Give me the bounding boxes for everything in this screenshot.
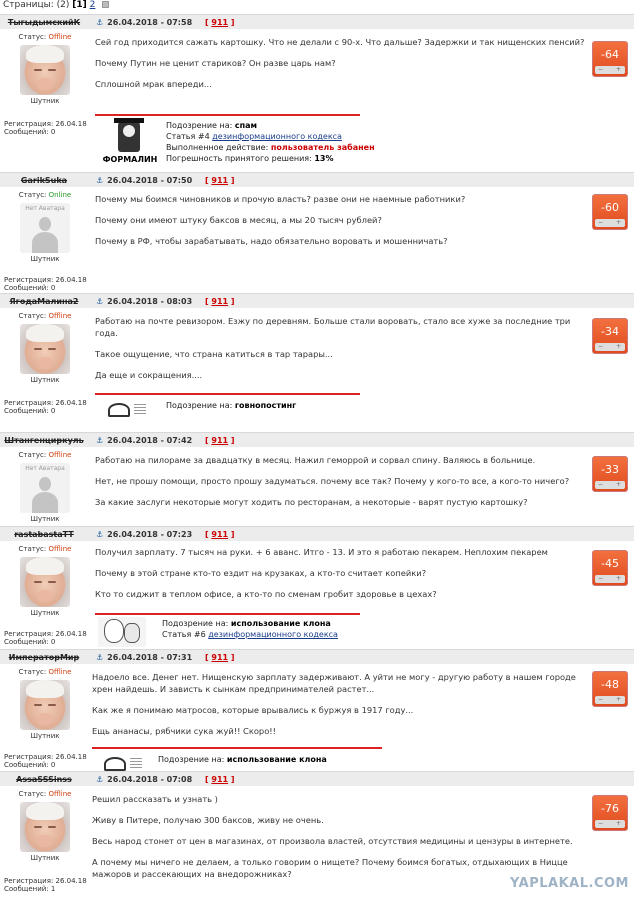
- user-role: Шутник: [30, 376, 60, 384]
- post-header: [0, 172, 634, 187]
- red-divider: [95, 613, 360, 615]
- user-panel: [0, 664, 90, 741]
- post-meta: [96, 433, 235, 448]
- pagination-count: (2): [56, 0, 70, 10]
- user-registration: Регистрация: 26.04.18 Сообщений: 0: [4, 276, 87, 292]
- user-status: Статус: Offline: [18, 668, 72, 676]
- code-link[interactable]: дезинформационного кодекса: [212, 132, 342, 141]
- user-role: Шутник: [30, 255, 60, 263]
- avatar[interactable]: Нет Аватара: [20, 203, 70, 253]
- post-body: [92, 671, 582, 737]
- post: [0, 649, 640, 767]
- post-meta: [96, 650, 235, 665]
- user-panel: [0, 29, 90, 106]
- post-paragraph: Живу в Питере, получаю 300 баксов, живу не очень.: [92, 815, 324, 825]
- karma-box[interactable]: -48 + −: [592, 671, 628, 707]
- user-role: Шутник: [30, 97, 60, 105]
- post-number[interactable]: [ 911 ]: [204, 176, 235, 185]
- formalin-picture: ФОРМАЛИН: [100, 118, 160, 166]
- post-header: [0, 14, 634, 29]
- avatar[interactable]: [20, 557, 70, 607]
- author-name[interactable]: ИмператорМир: [8, 653, 80, 662]
- pagination-label: Страницы:: [3, 0, 54, 10]
- verdict-picture: [100, 399, 148, 419]
- pagination: [3, 0, 109, 10]
- moderation-verdict: Подозрение на: спам Статья #4 дезинформационного кодекса Выполненное действие: пользователь забанен Погрешность принятого решения: 13%: [166, 121, 375, 163]
- user-role: Шутник: [30, 515, 60, 523]
- avatar[interactable]: [20, 324, 70, 374]
- post-meta: [96, 772, 235, 787]
- post-date: 26.04.2018 - 07:58: [107, 18, 193, 27]
- post-paragraph: А почему мы ничего не делаем, а только говорим о нищете? Почему боимся богатых, отдыхающих в Ницце мажоров и рассекающих на внедорожниках?: [92, 857, 568, 879]
- red-divider: [95, 114, 360, 116]
- anchor-icon[interactable]: ⚓: [96, 436, 104, 445]
- avatar[interactable]: [20, 680, 70, 730]
- author-name[interactable]: ТыгыдымскийК: [7, 18, 81, 27]
- post-paragraph: Работаю на почте ревизором. Езжу по деревням. Больше стали воровать, стало все хуже за последние три года.: [95, 316, 571, 338]
- post-body: [95, 315, 585, 381]
- post: [0, 771, 640, 915]
- user-role: Шутник: [30, 609, 60, 617]
- post-meta: [96, 15, 235, 30]
- pagination-current: [1]: [72, 0, 87, 10]
- post-paragraph: Ещь ананасы, рябчики сука жуй!! Скоро!!: [92, 726, 276, 736]
- anchor-icon[interactable]: ⚓: [96, 775, 104, 784]
- karma-box[interactable]: -33 + −: [592, 456, 628, 492]
- user-panel: [0, 447, 90, 524]
- post-meta: [96, 173, 235, 188]
- anchor-icon[interactable]: ⚓: [96, 530, 104, 539]
- post-date: 26.04.2018 - 07:31: [107, 653, 193, 662]
- post-paragraph: Решил рассказать и узнать ): [92, 794, 218, 804]
- post-meta: [96, 527, 235, 542]
- verdict-picture: [96, 753, 144, 773]
- red-divider: [95, 393, 360, 395]
- post-number[interactable]: [ 911 ]: [204, 530, 235, 539]
- user-status: Статус: Offline: [18, 33, 72, 41]
- karma-box[interactable]: -45 + −: [592, 550, 628, 586]
- avatar[interactable]: Нет Аватара: [20, 463, 70, 513]
- post: [0, 432, 640, 527]
- post-body: [92, 793, 582, 880]
- post-body: [95, 193, 585, 247]
- moderation-verdict: Подозрение на: использование клона: [158, 755, 327, 764]
- post-paragraph: Весь народ стонет от цен в магазинах, от произвола властей, отсутствия медицины и цензуры в интернете.: [92, 836, 573, 846]
- karma-box[interactable]: -60 + −: [592, 194, 628, 230]
- post: [0, 14, 640, 169]
- post-paragraph: Как же я понимаю матросов, которые врывались к буржуя в 1917 году...: [92, 705, 414, 715]
- post-paragraph: Такое ощущение, что страна катиться в тар тарары...: [95, 349, 333, 359]
- anchor-icon[interactable]: ⚓: [96, 297, 104, 306]
- post-paragraph: Кто то сиджит в теплом офисе, а кто-то по сменам гробит здоровье в цехах?: [95, 589, 437, 599]
- clone-picture: [98, 617, 146, 647]
- post: [0, 526, 640, 648]
- user-panel: [0, 786, 90, 863]
- post-number[interactable]: [ 911 ]: [204, 297, 235, 306]
- avatar[interactable]: [20, 45, 70, 95]
- user-registration: Регистрация: 26.04.18 Сообщений: 0: [4, 120, 87, 136]
- post-header: [0, 649, 634, 664]
- user-status: Статус: Offline: [18, 312, 72, 320]
- anchor-icon[interactable]: ⚓: [96, 653, 104, 662]
- post-date: 26.04.2018 - 07:42: [107, 436, 193, 445]
- post-paragraph: Сей год приходится сажать картошку. Что не делали с 90-х. Что дальше? Задержки и так нищенских пенсий?: [95, 37, 585, 47]
- post-paragraph: Да еще и сокращения....: [95, 370, 203, 380]
- post-date: 26.04.2018 - 07:23: [107, 530, 193, 539]
- post-date: 26.04.2018 - 08:03: [107, 297, 193, 306]
- author-name[interactable]: Штангенциркуль: [4, 436, 84, 445]
- author-name[interactable]: rastabastaTT: [14, 530, 74, 539]
- red-divider: [92, 747, 382, 749]
- post-header: [0, 526, 634, 541]
- pagination-menu-icon[interactable]: [102, 1, 109, 8]
- post-paragraph: Почему мы боимся чиновников и прочую власть? разве они не наемные работники?: [95, 194, 466, 204]
- post-body: [95, 546, 585, 600]
- post-paragraph: Почему они имеют штуку баксов в месяц, а мы 20 тысяч рублей?: [95, 215, 382, 225]
- code-link[interactable]: дезинформационного кодекса: [208, 630, 338, 639]
- post-paragraph: Почему Путин не ценит стариков? Он разве царь нам?: [95, 58, 336, 68]
- user-status: Статус: Offline: [18, 790, 72, 798]
- avatar[interactable]: [20, 802, 70, 852]
- moderation-verdict: Подозрение на: говнопостинг: [166, 401, 297, 410]
- user-status: Статус: Online: [18, 191, 72, 199]
- post-number[interactable]: [ 911 ]: [204, 775, 235, 784]
- user-panel: [0, 541, 90, 618]
- pagination-next-link[interactable]: 2: [89, 0, 96, 10]
- post-header: [0, 432, 634, 447]
- site-watermark: YAPLAKAL.COM: [510, 876, 629, 891]
- karma-box[interactable]: -76 + −: [592, 795, 628, 831]
- user-role: Шутник: [30, 854, 60, 862]
- user-panel: [0, 308, 90, 385]
- author-name[interactable]: ЯгодаМалина2: [9, 297, 79, 306]
- post-paragraph: Почему в этой стране кто-то ездит на крузаках, а кто-то считает копейки?: [95, 568, 427, 578]
- post-header: [0, 293, 634, 308]
- post-paragraph: Сплошной мрак впереди...: [95, 79, 212, 89]
- user-registration: Регистрация: 26.04.18 Сообщений: 0: [4, 753, 87, 769]
- karma-box[interactable]: -34 + −: [592, 318, 628, 354]
- post-date: 26.04.2018 - 07:50: [107, 176, 193, 185]
- post-paragraph: Нет, не прошу помощи, просто прошу задуматься. почему все так? Почему у кого-то все, а кого-то ничего?: [95, 476, 570, 486]
- post-body: [95, 454, 585, 508]
- user-role: Шутник: [30, 732, 60, 740]
- author-name[interactable]: GarikSuka: [20, 176, 68, 185]
- post: [0, 293, 640, 428]
- post-paragraph: Надоело все. Денег нет. Нищенскую зарплату задерживают. А уйти не могу - другую работу в нашем городе хрен найдешь. И зависть к сынкам предпринимателей растет...: [92, 672, 576, 694]
- karma-box[interactable]: -64 + −: [592, 41, 628, 77]
- anchor-icon[interactable]: ⚓: [96, 18, 104, 27]
- moderation-verdict: Подозрение на: использование клона Статья #6 дезинформационного кодекса: [162, 619, 338, 639]
- user-registration: Регистрация: 26.04.18 Сообщений: 1: [4, 877, 87, 893]
- post-number[interactable]: [ 911 ]: [204, 18, 235, 27]
- user-panel: [0, 187, 90, 264]
- post-number[interactable]: [ 911 ]: [204, 436, 235, 445]
- user-status: Статус: Offline: [18, 545, 72, 553]
- post-number[interactable]: [ 911 ]: [204, 653, 235, 662]
- post-paragraph: Почему в РФ, чтобы зарабатывать, надо обязательно воровать и мошенничать?: [95, 236, 448, 246]
- author-name[interactable]: AssaSSSinss: [16, 775, 72, 784]
- post-header: [0, 771, 634, 786]
- user-registration: Регистрация: 26.04.18 Сообщений: 0: [4, 630, 87, 646]
- post-paragraph: За какие заслуги некоторые могут ходить по ресторанам, а некоторые - варят пустую картошку?: [95, 497, 528, 507]
- anchor-icon[interactable]: ⚓: [96, 176, 104, 185]
- post-body: [95, 36, 585, 90]
- post-meta: [96, 294, 235, 309]
- user-registration: Регистрация: 26.04.18 Сообщений: 0: [4, 399, 87, 415]
- post-date: 26.04.2018 - 07:08: [107, 775, 193, 784]
- post-paragraph: Получил зарплату. 7 тысяч на руки. + 6 аванс. Итго - 13. И это я работаю пекарем. Неплохим пекарем: [95, 547, 548, 557]
- post-paragraph: Работаю на пилораме за двадцатку в месяц. Нажил геморрой и сорвал спину. Валяюсь в больнице.: [95, 455, 536, 465]
- user-status: Статус: Offline: [18, 451, 72, 459]
- post: [0, 172, 640, 292]
